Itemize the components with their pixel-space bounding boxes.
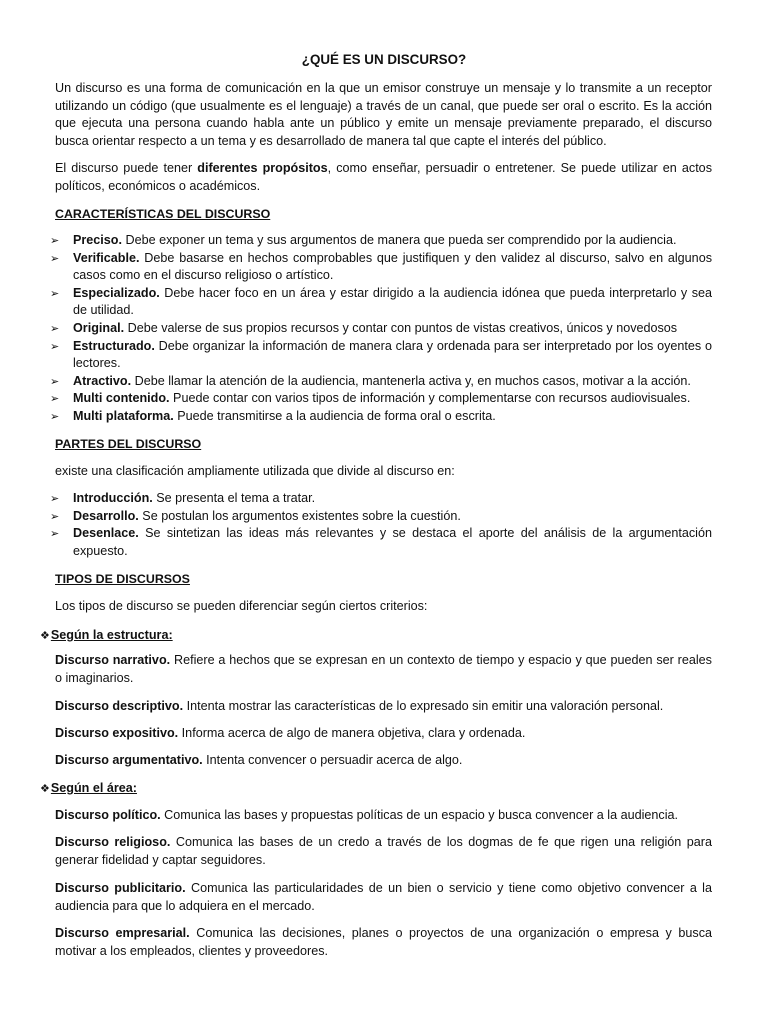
purposes-paragraph <box>55 160 712 195</box>
structure-subheading-label: Según la estructura: <box>50 628 173 642</box>
item-term: Desarrollo. <box>73 508 139 523</box>
item-text: Se sintetizan las ideas más relevantes y se destaca el aporte del análisis de la argumentación expuesto. <box>73 526 712 558</box>
item-text: Debe hacer foco en un área y estar dirigido a la audiencia idónea que pueda interpretarlo y sea de utilidad. <box>73 285 712 318</box>
list-item <box>50 320 712 338</box>
types-intro: Los tipos de discurso se pueden diferenciar según ciertos criterios: <box>55 599 428 613</box>
arrow-bullet-icon: ➢ <box>50 321 60 335</box>
item-text: Debe valerse de sus propios recursos y contar con puntos de vistas creativos, únicos y novedosos <box>124 320 678 335</box>
parts-heading: PARTES DEL DISCURSO <box>55 437 202 451</box>
intro-paragraph: Un discurso es una forma de comunicación en la que un emisor construye un mensaje y lo transmite a un receptor utilizando un código (que usualmente es el lenguaje) a través de un canal, que puede ser oral o escrito. Es la acción que ejecuta una persona cuando habla ante un público y emite un mensaje previamente preparado, el discurso busca orientar respecto a un tema y es desarrollado de manera tal que capte el interés del público. <box>55 81 712 148</box>
item-text: Debe exponer un tema y sus argumentos de manera que pueda ser comprendido por la audiencia. <box>122 233 677 247</box>
item-text: Informa acerca de algo de manera objetiva, clara y ordenada. <box>178 726 526 740</box>
diamond-bullet-icon: ❖ <box>40 629 50 642</box>
item-term: Introducción. <box>73 491 153 505</box>
arrow-bullet-icon: ➢ <box>50 339 60 353</box>
types-heading: TIPOS DE DISCURSOS <box>55 572 190 586</box>
characteristics-heading: CARACTERÍSTICAS DEL DISCURSO <box>55 207 271 221</box>
item-text: Debe basarse en hechos comprobables que justifiquen y den validez al discurso, salvo en algunos casos como en el discurso religioso o artístico. <box>73 250 712 283</box>
item-text: Comunica las decisiones, planes o proyectos de una organización o empresa y busca motivar a los empleados, clientes y proveedores. <box>55 926 712 958</box>
item-term: Discurso empresarial. <box>55 926 190 940</box>
arrow-bullet-icon: ➢ <box>50 409 60 423</box>
arrow-bullet-icon: ➢ <box>50 286 60 300</box>
item-text: Comunica las bases y propuestas políticas de un espacio y busca convencer a la audiencia. <box>160 808 679 822</box>
area-item-religious <box>55 834 712 869</box>
arrow-bullet-icon: ➢ <box>50 527 60 541</box>
list-item <box>50 508 712 526</box>
parts-list <box>50 490 712 560</box>
purposes-text-after: , como enseñar, persuadir o entretener. Se puede utilizar en actos políticos, económicos o académicos. <box>55 161 712 193</box>
arrow-bullet-icon: ➢ <box>50 492 60 505</box>
item-text: Se presenta el tema a tratar. <box>152 491 316 505</box>
item-text: Comunica las bases de un credo a través de los dogmas de fe que rigen una religión para generar fidelidad y captar seguidores. <box>55 835 712 867</box>
list-item <box>50 490 712 508</box>
item-text: Intenta mostrar las características de lo expresado sin emitir una valoración personal. <box>183 699 664 713</box>
item-term: Desenlace. <box>73 526 139 541</box>
characteristics-list <box>50 232 712 426</box>
arrow-bullet-icon: ➢ <box>50 392 60 406</box>
area-item-political <box>55 807 712 825</box>
structure-item-argumentative <box>55 752 712 770</box>
parts-intro: existe una clasificación ampliamente utilizada que divide al discurso en: <box>55 464 455 478</box>
item-term: Discurso político. <box>55 808 161 822</box>
item-term: Estructurado. <box>73 338 155 353</box>
arrow-bullet-icon: ➢ <box>50 509 60 523</box>
arrow-bullet-icon: ➢ <box>50 251 60 265</box>
item-term: Discurso descriptivo. <box>55 699 184 713</box>
structure-subheading <box>40 627 173 645</box>
list-item <box>50 373 712 391</box>
purposes-text-before: El discurso puede tener <box>55 161 198 175</box>
item-text: Debe organizar la información de manera clara y ordenada para ser interpretado por los oyentes o lectores. <box>73 338 712 371</box>
structure-item-descriptive <box>55 698 712 716</box>
area-subheading-label: Según el área: <box>50 781 137 795</box>
item-text: Comunica las particularidades de un bien o servicio y tiene como objetivo convencer a la audiencia para que lo adquiera en el mercado. <box>55 881 712 913</box>
item-text: Se postulan los argumentos existentes sobre la cuestión. <box>138 508 461 523</box>
list-item <box>50 525 712 560</box>
structure-item-expository <box>55 725 712 743</box>
item-term: Multi plataforma. <box>73 408 174 423</box>
list-item <box>50 250 712 285</box>
item-text: Puede contar con varios tipos de información y complementarse con recursos audiovisuales. <box>169 391 691 406</box>
item-term: Original. <box>73 320 125 335</box>
item-term: Discurso religioso. <box>55 835 171 849</box>
item-term: Verificable. <box>73 250 140 265</box>
diamond-bullet-icon: ❖ <box>40 782 50 795</box>
area-item-advertising <box>55 880 712 915</box>
item-text: Puede transmitirse a la audiencia de forma oral o escrita. <box>173 408 496 423</box>
list-item <box>50 232 712 250</box>
item-term: Atractivo. <box>73 373 132 388</box>
item-term: Preciso. <box>73 233 123 247</box>
document-title: ¿QUÉ ES UN DISCURSO? <box>301 52 467 67</box>
item-term: Discurso narrativo. <box>55 653 171 667</box>
purposes-bold: diferentes propósitos <box>197 161 328 175</box>
item-text: Intenta convencer o persuadir acerca de algo. <box>202 753 463 767</box>
arrow-bullet-icon: ➢ <box>50 234 60 247</box>
list-item <box>50 285 712 320</box>
area-item-business <box>55 925 712 960</box>
arrow-bullet-icon: ➢ <box>50 374 60 388</box>
item-term: Multi contenido. <box>73 391 170 406</box>
item-text: Debe llamar la atención de la audiencia, mantenerla activa y, en muchos casos, motivar a la acción. <box>131 373 691 388</box>
list-item <box>50 390 712 408</box>
item-text: Refiere a hechos que se expresan en un contexto de tiempo y espacio y que pueden ser reales o imaginarios. <box>55 653 712 685</box>
item-term: Discurso argumentativo. <box>55 753 203 767</box>
structure-item-narrative <box>55 652 712 687</box>
list-item <box>50 338 712 373</box>
item-term: Discurso publicitario. <box>55 881 186 895</box>
area-subheading <box>40 780 137 798</box>
item-term: Especializado. <box>73 285 160 300</box>
list-item <box>50 408 712 426</box>
item-term: Discurso expositivo. <box>55 726 179 740</box>
